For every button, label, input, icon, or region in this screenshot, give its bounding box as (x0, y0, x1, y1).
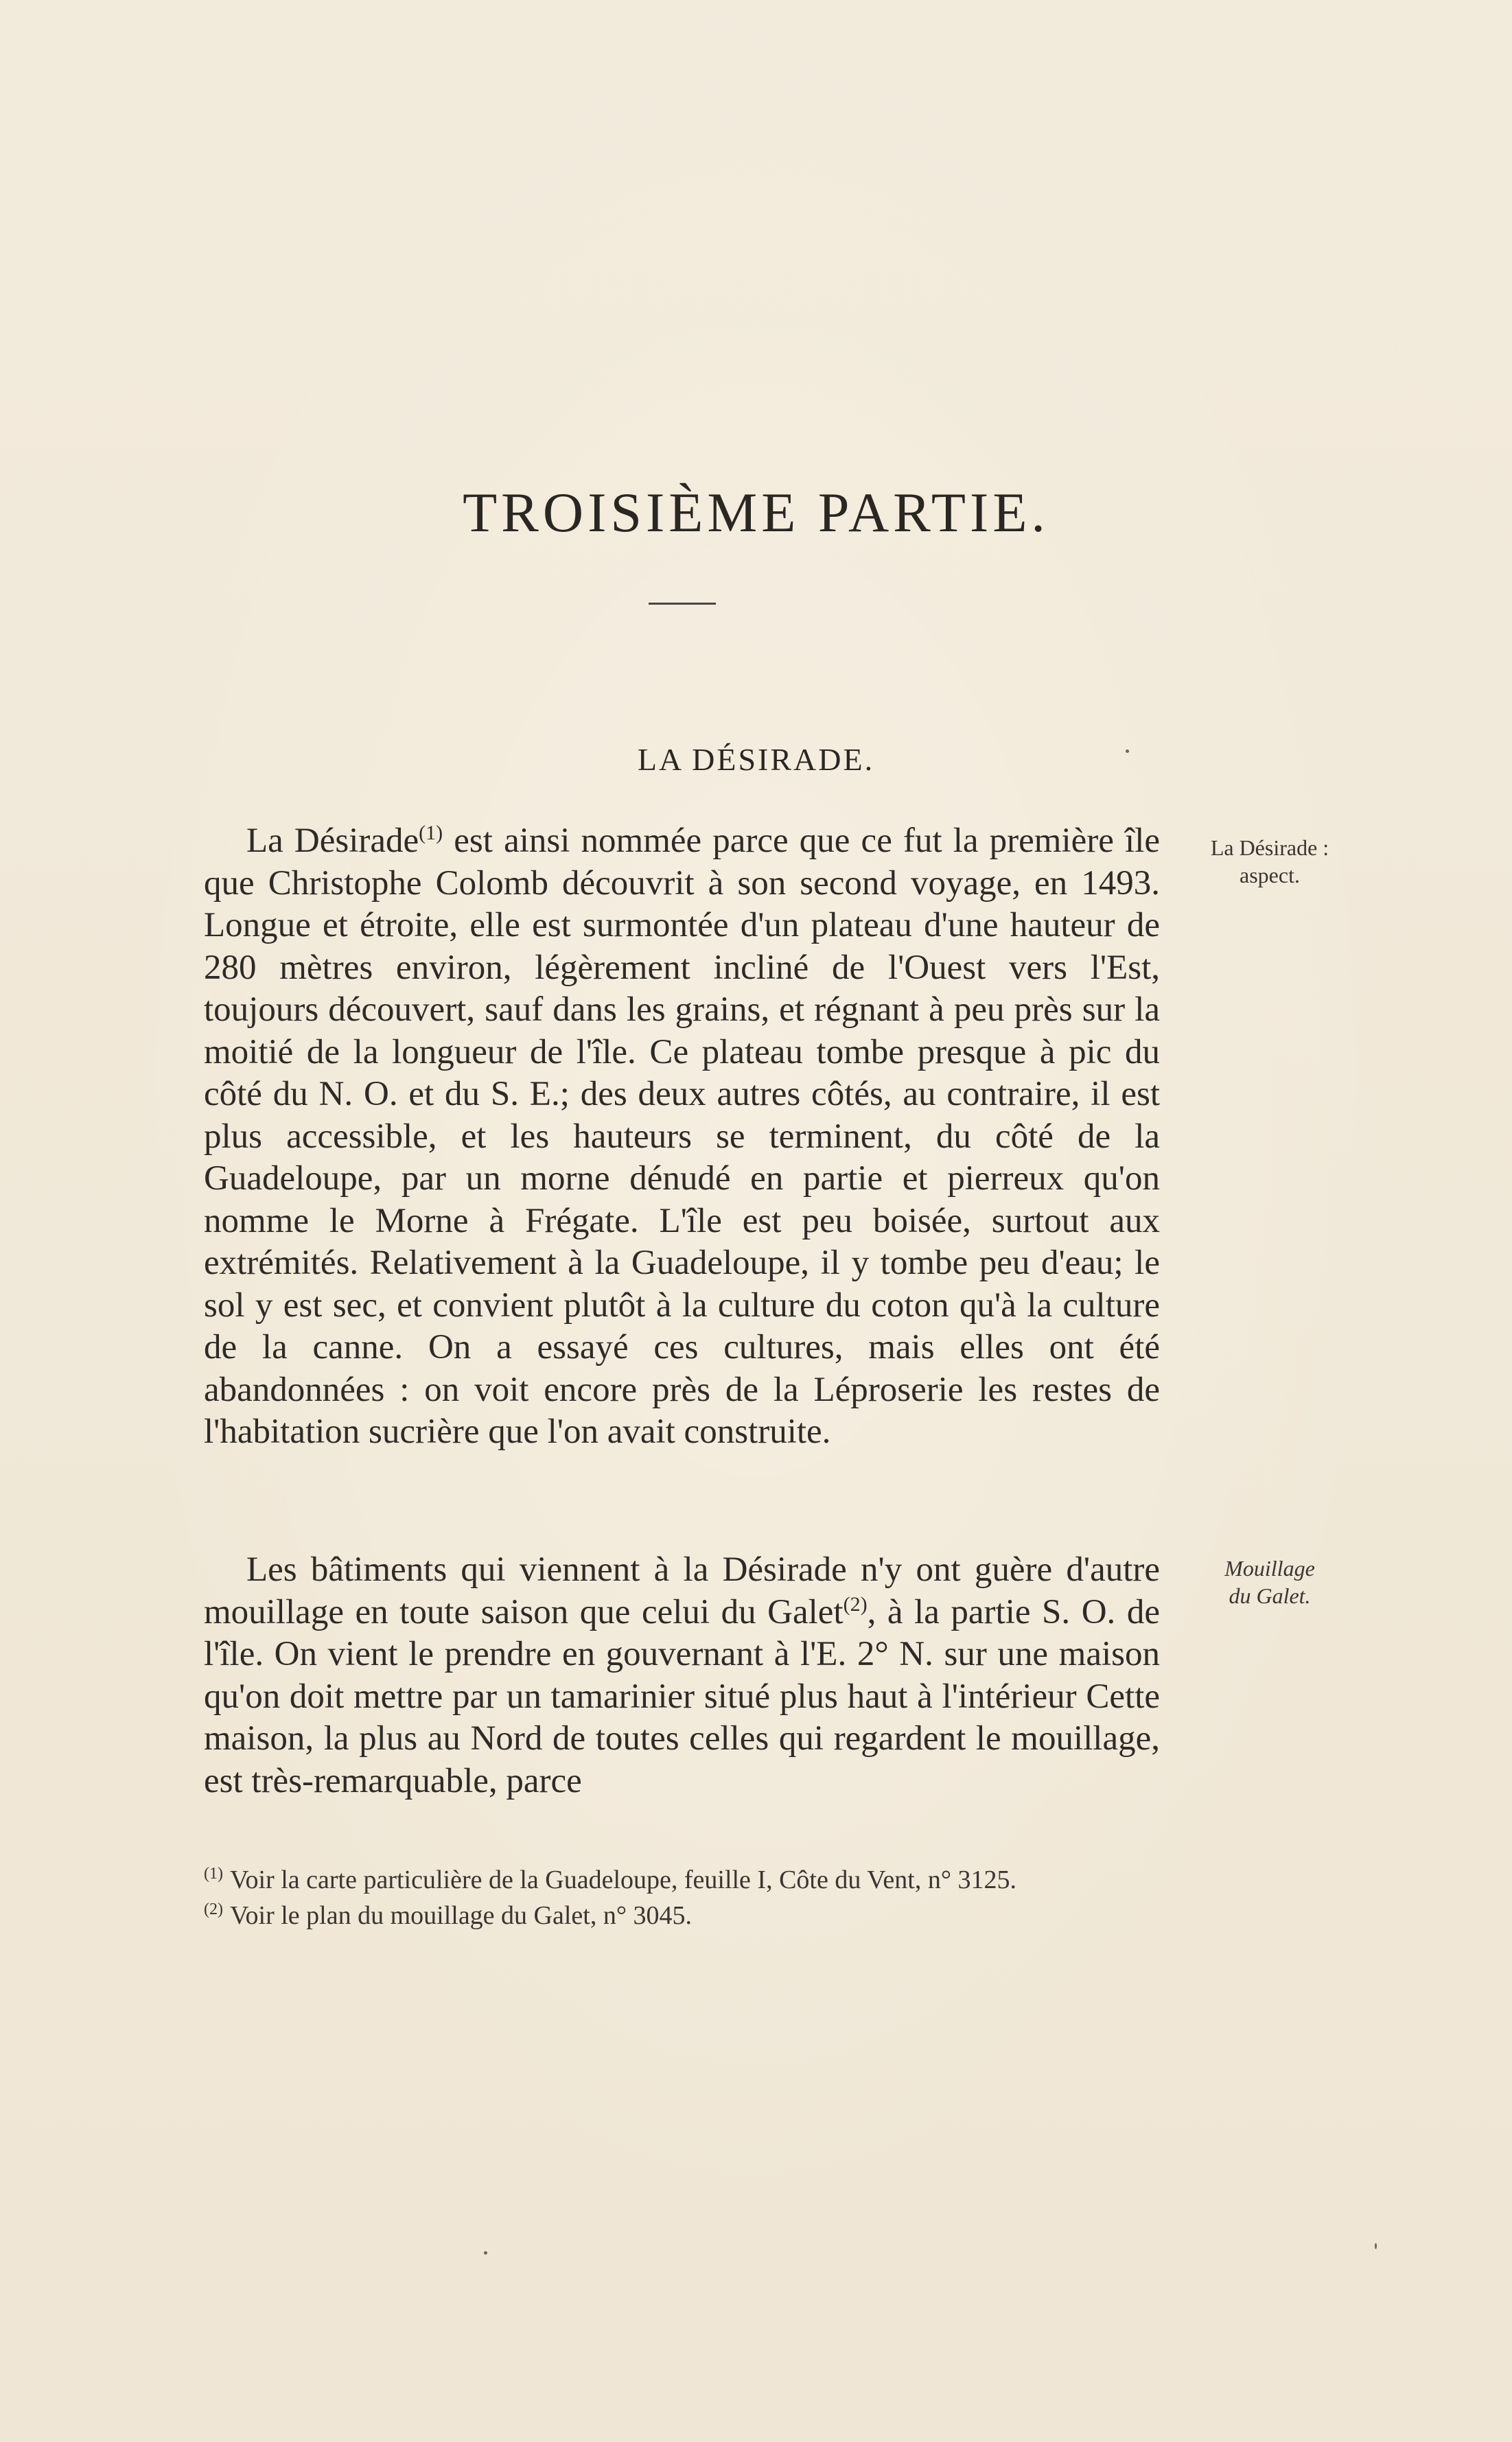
paper-speck (1375, 2243, 1377, 2249)
paper-speck (1126, 749, 1129, 753)
margin-note-aspect (1180, 834, 1359, 889)
paragraph-1-rest: est ainsi nommée parce que ce fut la première île que Christophe Colomb découvrit à son second voyage, en 1493. Longue et étroite, elle est surmontée d'un plateau d'une hauteur de 280 mètres environ, légèrement incliné de l'Ouest vers l'Est, toujours découvert, sauf dans les grains, et régnant à peu près sur la moitié de la longueur de l'île. Ce plateau tombe presque à pic du côté du N. O. et du S. E.; des deux autres côtés, au contraire, il est plus accessible, et les hauteurs se terminent, du côté de la Guadeloupe, par un morne dénudé en partie et pierreux qu'on nomme le Morne à Frégate. L'île est peu boisée, surtout aux extrémités. Relativement à la Guadeloupe, il y tombe peu d'eau; le sol y est sec, et convient plutôt à la culture du coton qu'à la culture de la canne. On a essayé ces cultures, mais elles ont été abandonnées : on voit encore près de la Léproserie les restes de l'habitation sucrière que l'on avait construite. (204, 822, 1160, 1451)
footnote-ref-2: (2) (843, 1592, 868, 1616)
paragraph-2-start: Les bâtiments qui viennent à la Désirade n'y ont guère d'autre mouillage en toute saison que celui du Galet (204, 1550, 1160, 1631)
footnote-2 (204, 1899, 1160, 1932)
footnote-2-number: (2) (204, 1900, 223, 1919)
section-title: LA DÉSIRADE. (637, 742, 875, 777)
paragraph-2-rest: , à la partie S. O. de l'île. On vient le prendre en gouvernant à l'E. 2° N. sur une maison qu'on doit mettre par un tamarinier situé plus haut à l'intérieur Cette maison, la plus au Nord de toutes celles qui regardent le mouillage, est très-remarquable, parce (204, 1592, 1160, 1800)
margin-note-mouillage (1180, 1555, 1359, 1609)
title-divider (649, 603, 716, 605)
footnote-ref-1: (1) (419, 822, 443, 844)
footnote-1 (204, 1863, 1160, 1896)
paragraph-2 (204, 1549, 1160, 1802)
paragraph-1-start: La Désirade (246, 822, 419, 860)
footnote-1-text: Voir la carte particulière de la Guadeloupe, feuille I, Côte du Vent, n° 3125. (229, 1865, 1017, 1894)
footnote-1-number: (1) (204, 1865, 223, 1883)
paragraph-1 (204, 820, 1160, 1454)
margin-note-aspect-line1: La Désirade : (1210, 835, 1329, 860)
margin-note-mouillage-line2: du Galet. (1229, 1583, 1311, 1608)
part-title: TROISIÈME PARTIE. (463, 481, 1049, 544)
margin-note-mouillage-line1: Mouillage (1224, 1556, 1315, 1581)
paper-speck (484, 2251, 487, 2255)
footnote-2-text: Voir le plan du mouillage du Galet, n° 3045. (229, 1901, 693, 1930)
margin-note-aspect-line2: aspect. (1240, 863, 1300, 887)
footnotes (204, 1863, 1160, 1935)
